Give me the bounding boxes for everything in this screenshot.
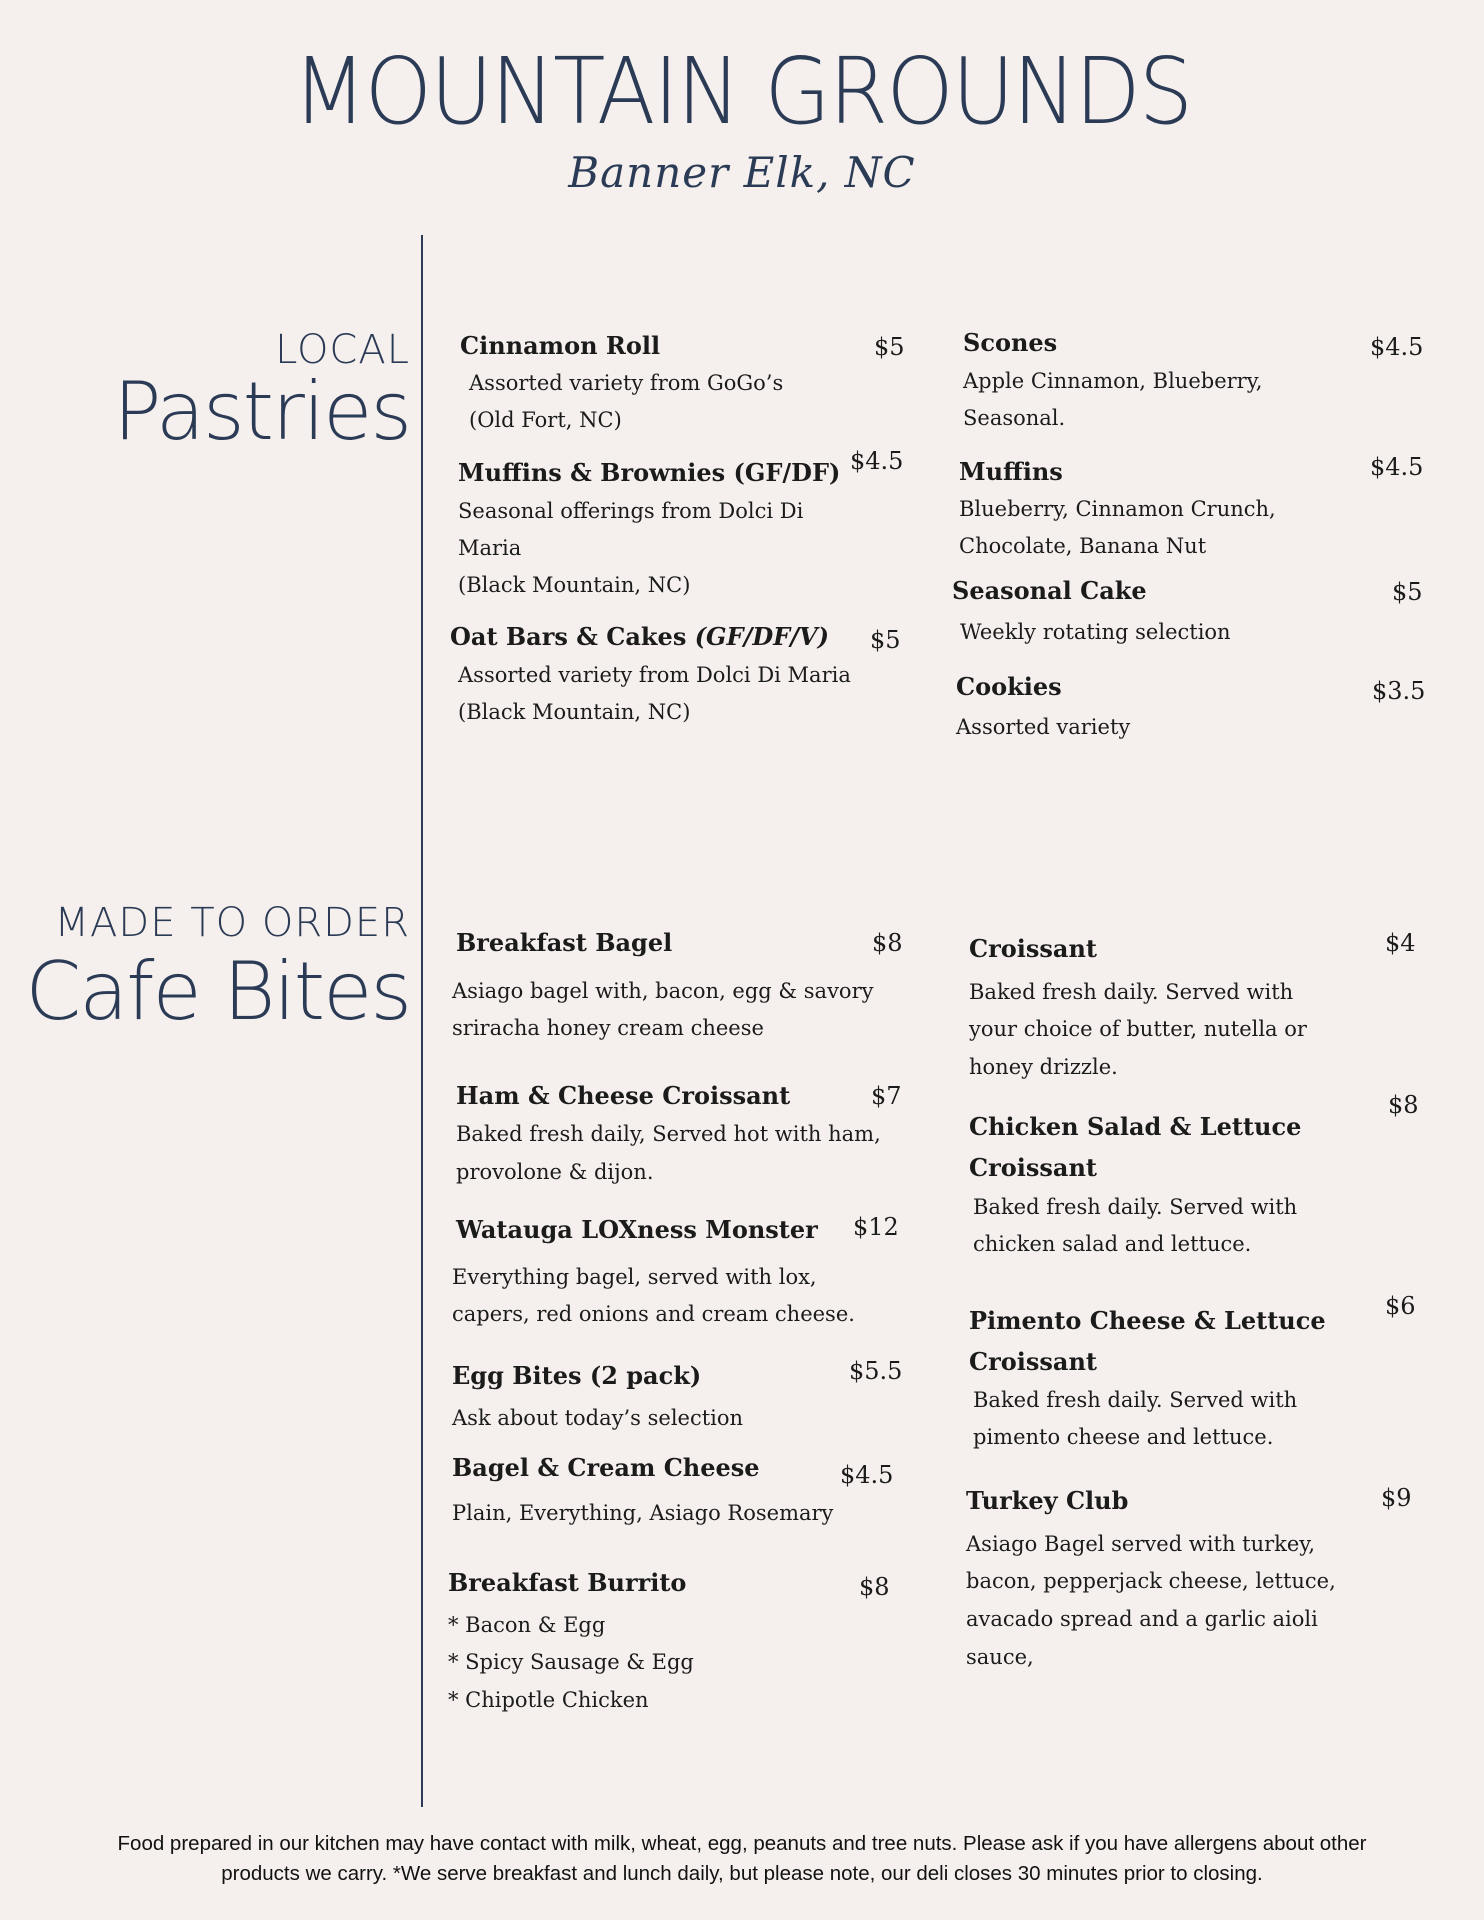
menu-item-name: Chicken Salad & Lettuce <box>969 1112 1302 1141</box>
menu-item-name: Ham & Cheese Croissant <box>456 1081 791 1110</box>
menu-item-desc: Seasonal offerings from Dolci Di <box>458 499 804 523</box>
menu-item-name <box>450 622 829 651</box>
menu-item-desc: Assorted variety <box>956 715 1131 739</box>
menu-item-name: Croissant <box>969 1153 1097 1182</box>
menu-item-desc: Chocolate, Banana Nut <box>959 534 1207 558</box>
menu-item-price: $8 <box>1388 1091 1419 1119</box>
menu-item-desc: * Spicy Sausage & Egg <box>448 1650 694 1674</box>
menu-item-desc: avacado spread and a garlic aioli <box>966 1607 1318 1631</box>
allergen-notice-line: products we carry. *We serve breakfast and lunch daily, but please note, our deli closes 30 minutes prior to closing. <box>221 1862 1263 1885</box>
menu-item-desc: pimento cheese and lettuce. <box>973 1425 1274 1449</box>
menu-item-name: Cookies <box>956 672 1062 701</box>
menu-item-price: $4.5 <box>840 1461 894 1489</box>
menu-item-name: Scones <box>963 328 1058 357</box>
menu-item-desc: provolone & dijon. <box>456 1160 654 1184</box>
menu-item-desc: Maria <box>458 536 522 560</box>
menu-item-name: Breakfast Bagel <box>456 928 673 957</box>
menu-item-price: $5 <box>1392 578 1423 606</box>
menu-item-price: $5 <box>874 333 905 361</box>
menu-item-name: Bagel & Cream Cheese <box>452 1453 760 1482</box>
menu-item-desc: Asiago bagel with, bacon, egg & savory <box>452 979 874 1003</box>
dietary-tag: (GF/DF/V) <box>694 622 829 651</box>
menu-item-desc: Seasonal. <box>963 406 1066 430</box>
cafe-label-small: MADE TO ORDER <box>54 900 410 946</box>
menu-item-desc: sauce, <box>966 1645 1034 1669</box>
vertical-divider <box>421 235 423 1807</box>
pastries-label-big: Pastries <box>113 365 410 458</box>
menu-item-price: $4.5 <box>850 447 904 475</box>
menu-item-name: Cinnamon Roll <box>460 331 661 360</box>
menu-item-desc: Weekly rotating selection <box>960 620 1231 644</box>
menu-item-name-text: Oat Bars & Cakes <box>450 622 695 651</box>
menu-item-name: Croissant <box>969 1347 1097 1376</box>
menu-item-price: $4.5 <box>1370 453 1424 481</box>
menu-item-name: Watauga LOXness Monster <box>456 1215 818 1244</box>
menu-item-desc: chicken salad and lettuce. <box>973 1232 1252 1256</box>
allergen-notice <box>30 1829 1454 1889</box>
menu-item-desc: Everything bagel, served with lox, <box>452 1265 817 1289</box>
menu-item-desc: * Bacon & Egg <box>448 1613 606 1637</box>
menu-item-desc: Ask about today’s selection <box>452 1406 744 1430</box>
allergen-notice-line: Food prepared in our kitchen may have contact with milk, wheat, egg, peanuts and tree nuts. Please ask if you have allergens about other <box>117 1832 1367 1855</box>
menu-item-desc: Blueberry, Cinnamon Crunch, <box>959 497 1276 521</box>
menu-item-price: $8 <box>872 929 903 957</box>
menu-item-desc: (Black Mountain, NC) <box>458 573 691 597</box>
menu-item-desc: your choice of butter, nutella or <box>969 1017 1307 1041</box>
menu-item-name: Pimento Cheese & Lettuce <box>969 1306 1326 1335</box>
menu-item-price: $7 <box>871 1082 902 1110</box>
menu-item-desc: Baked fresh daily, Served hot with ham, <box>456 1122 881 1146</box>
menu-item-desc: honey drizzle. <box>969 1055 1118 1079</box>
menu-item-price: $4 <box>1385 929 1416 957</box>
menu-item-desc: * Chipotle Chicken <box>448 1688 649 1712</box>
menu-item-desc: (Black Mountain, NC) <box>458 700 691 724</box>
menu-item-name: Muffins <box>959 457 1063 486</box>
menu-item-desc: Baked fresh daily. Served with <box>969 980 1294 1004</box>
cafe-title: MOUNTAIN GROUNDS <box>292 38 1192 145</box>
menu-item-name: Seasonal Cake <box>952 576 1147 605</box>
menu-item-desc: Assorted variety from Dolci Di Maria <box>458 663 851 687</box>
menu-item-price: $5.5 <box>849 1357 903 1385</box>
pastries-label-small: LOCAL <box>275 327 410 373</box>
menu-item-price: $12 <box>853 1213 899 1241</box>
menu-item-price: $4.5 <box>1370 333 1424 361</box>
menu-item-name: Croissant <box>969 934 1097 963</box>
menu-item-name: Muffins & Brownies (GF/DF) <box>458 458 841 487</box>
cafe-label-big: Cafe Bites <box>25 945 410 1038</box>
menu-item-price: $5 <box>870 626 901 654</box>
menu-item-desc: Assorted variety from GoGo’s <box>469 371 784 395</box>
menu-item-desc: (Old Fort, NC) <box>469 408 622 432</box>
menu-item-price: $3.5 <box>1372 677 1426 705</box>
menu-item-desc: Plain, Everything, Asiago Rosemary <box>452 1501 834 1525</box>
menu-item-desc: Baked fresh daily. Served with <box>973 1388 1298 1412</box>
menu-item-desc: Asiago Bagel served with turkey, <box>966 1532 1316 1556</box>
menu-item-name: Breakfast Burrito <box>448 1568 687 1597</box>
menu-item-name: Egg Bites (2 pack) <box>452 1361 702 1390</box>
menu-item-desc: Baked fresh daily. Served with <box>973 1195 1298 1219</box>
cafe-location: Banner Elk, NC <box>568 148 916 197</box>
menu-item-desc: bacon, pepperjack cheese, lettuce, <box>966 1569 1336 1593</box>
menu-item-desc: Apple Cinnamon, Blueberry, <box>963 369 1263 393</box>
menu-item-desc: capers, red onions and cream cheese. <box>452 1302 855 1326</box>
menu-item-price: $9 <box>1381 1484 1412 1512</box>
menu-item-name: Turkey Club <box>966 1486 1129 1515</box>
menu-item-desc: sriracha honey cream cheese <box>452 1016 764 1040</box>
menu-item-price: $8 <box>859 1573 890 1601</box>
menu-item-price: $6 <box>1385 1292 1416 1320</box>
